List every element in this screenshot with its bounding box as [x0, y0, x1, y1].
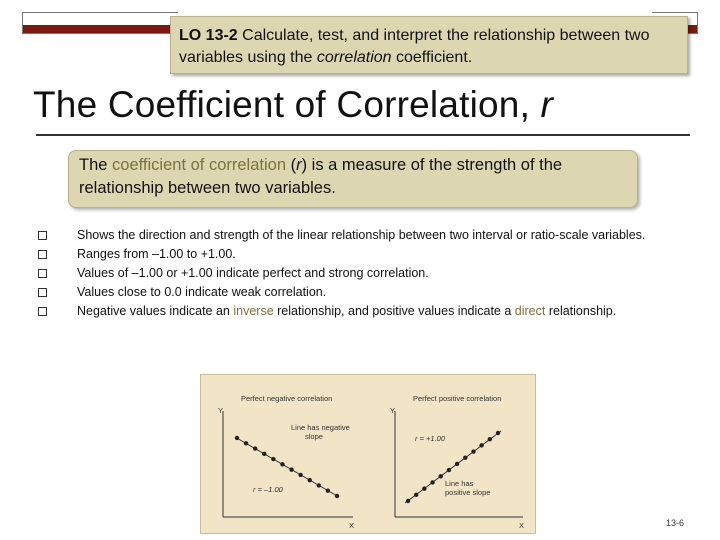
scatter-point [298, 473, 302, 477]
lo-italic: correlation [316, 49, 392, 66]
scatter-point [280, 462, 284, 466]
left-r-label: r = –1.00 [253, 485, 283, 494]
right-y-label: Y [390, 406, 396, 415]
lo-code: LO 13-2 [179, 27, 238, 44]
scatter-point [439, 474, 443, 478]
scatter-point [430, 480, 434, 484]
scatter-point [289, 467, 293, 471]
right-r-label: r = +1.00 [415, 434, 446, 443]
decor-stripe [23, 25, 178, 33]
correlation-diagrams [201, 375, 537, 535]
scatter-point [308, 478, 312, 482]
def-term: coefficient of correlation [112, 156, 286, 174]
def-post: ) is a measure of the strength of the relationship between two variables. [79, 156, 563, 197]
title-divider [36, 134, 690, 136]
correlation-figure [200, 374, 536, 534]
scatter-point [244, 441, 248, 445]
left-panel-title: Perfect negative correlation [241, 394, 333, 403]
bullet-text: relationship, and positive values indicate a [273, 304, 515, 318]
bullet-text: Negative values indicate an [77, 304, 234, 318]
bullet-highlight-inverse: inverse [233, 304, 274, 318]
scatter-point [335, 494, 339, 498]
page-number: 13-6 [666, 518, 685, 528]
scatter-point [414, 493, 418, 497]
scatter-point [253, 446, 257, 450]
bullet-text: Ranges from –1.00 to +1.00. [77, 247, 236, 261]
def-var: r [296, 156, 302, 174]
bullet-text: relationship. [545, 304, 617, 318]
scatter-point [422, 486, 426, 490]
right-x-label: X [519, 521, 525, 530]
square-bullet-icon [38, 288, 47, 297]
scatter-point [471, 449, 475, 453]
right-panel-title: Perfect positive correlation [413, 394, 502, 403]
scatter-point [447, 468, 451, 472]
bullet-text: Shows the direction and strength of the linear relationship between two interval or ratio-scale variables. [77, 228, 646, 242]
left-line-label-1: Line has negative [291, 423, 350, 432]
left-regression-line [235, 437, 339, 497]
top-left-decor-bar [22, 12, 178, 34]
bullet-text: Values of –1.00 or +1.00 indicate perfect and strong correlation. [77, 266, 429, 280]
list-item [38, 302, 658, 321]
scatter-point [406, 499, 410, 503]
scatter-point [463, 456, 467, 460]
learning-objective-box [170, 16, 688, 74]
lo-text: Calculate, test, and interpret the relationship between two variables using the [179, 27, 650, 66]
scatter-point [488, 437, 492, 441]
left-y-label: Y [218, 406, 224, 415]
square-bullet-icon [38, 307, 47, 316]
list-item [38, 283, 658, 302]
square-bullet-icon [38, 269, 47, 278]
left-line-label-2: slope [305, 432, 323, 441]
list-item [38, 264, 658, 283]
scatter-point [479, 443, 483, 447]
square-bullet-icon [38, 231, 47, 240]
slide-title [33, 84, 553, 126]
list-item [38, 245, 658, 264]
scatter-point [455, 462, 459, 466]
left-x-label: X [349, 521, 355, 530]
def-mid: ( [286, 156, 297, 174]
bullet-highlight-direct: direct [514, 304, 546, 318]
scatter-point [317, 483, 321, 487]
title-variable: r [540, 84, 554, 125]
scatter-point [235, 436, 239, 440]
square-bullet-icon [38, 250, 47, 259]
right-line-label-2: positive slope [445, 488, 491, 497]
def-pre: The [79, 156, 113, 174]
scatter-point [271, 457, 275, 461]
title-text: The Coefficient of Correlation, [33, 84, 541, 125]
list-item [38, 226, 658, 245]
scatter-point [496, 431, 500, 435]
definition-box [68, 150, 638, 208]
lo-end: coefficient. [391, 49, 473, 66]
right-line-label-1: Line has [445, 479, 474, 488]
bullet-text: Values close to 0.0 indicate weak correlation. [77, 285, 327, 299]
scatter-point [326, 489, 330, 493]
bullet-list [38, 226, 658, 321]
scatter-point [262, 452, 266, 456]
